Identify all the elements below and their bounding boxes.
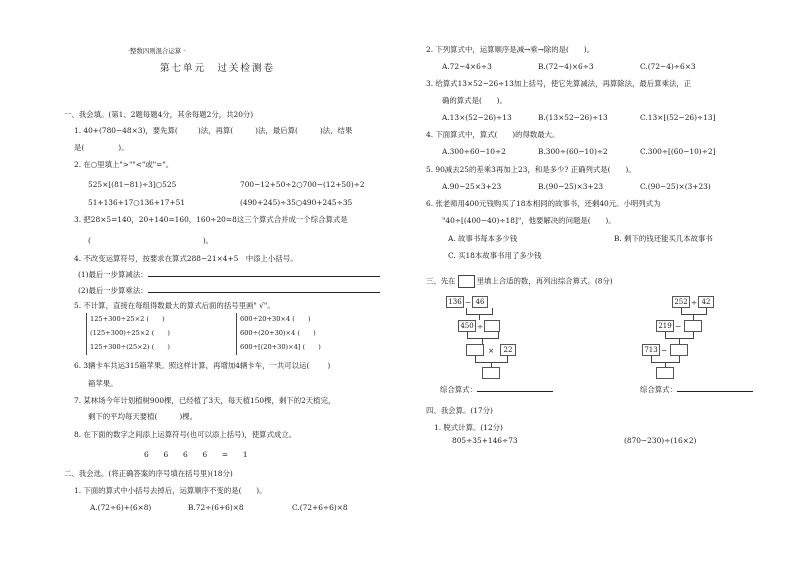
diagram2-bottom-box: 713 [642,344,660,356]
diagram1-bottom-answer-box[interactable] [466,344,484,356]
p4-q1-label: 1. 脱式计算。(12分) [434,423,503,432]
diagram2-top-left-box: 252 [672,296,690,308]
header-tag: ·整数四则混合运算 · [128,47,186,55]
answer-line[interactable] [148,292,380,293]
p1-q4-sub1: (1)最后一步算减法： [78,270,380,279]
part3-heading: 三、先在 里填上合适的数，再列出综合算式。(8分) [426,275,613,288]
page-title: 第七单元 过关检测卷 [160,63,276,74]
p2-q5-label: 5. 90减去25的差乘3再加上23，和是多少? 正确列式是( )。 [426,165,636,174]
p2-q2-a: A.72−4×6÷3 [442,62,492,71]
p2-q4-label: 4. 下面算式中，算式( )的得数最大。 [426,130,560,139]
p2-q5-a: A.90−25×3+23 [442,182,502,191]
diagram1-formula: 综合算式： [440,385,553,394]
p1-q7-line1: 7. 某林场今年计划植树900棵，已经植了3天，每天植150棵，剩下的2天植完， [74,396,336,405]
p1-q8-digits: 6 6 6 6 = 1 [144,450,248,459]
p1-q6-line2: 箱苹果。 [88,379,118,388]
p1-q7-line2: 剩下的平均每天要植( )棵。 [88,412,198,421]
p1-q5-l1: 125+300÷25×2 ( ) [90,315,165,323]
p2-q3-b: B.(13×52−26)÷13 [538,113,608,122]
p4-q1-e2: (870−230)÷(16×2) [624,436,697,445]
p1-q4-sub2: (2)最后一步算乘法： [78,286,380,295]
p2-q2-c: C.(72−4)÷6×3 [640,62,696,71]
p1-q1-line1: 1. 40+(780−48×3)，要先算( )法，再算( )法，最后算( )法，结果 [74,126,353,135]
p1-q8-label: 8. 在下面的数字之间添上运算符号(也可以添上括号)，使算式成立。 [74,430,297,439]
p2-q3-label: 3. 给算式13×52−26÷13加上括号，使它先算减法，再算除法，最后算乘法，正 [426,79,692,88]
p2-q3-a: A.13×(52−26)÷13 [442,113,512,122]
formula-answer-line[interactable] [677,391,753,392]
p2-q6-a: A. 故事书每本多少钱 [448,234,518,243]
diagram1-result-box[interactable] [482,367,500,379]
diagram1-bottom-box: 22 [500,344,516,356]
diagram2-formula: 综合算式： [640,385,753,394]
diagram2-op3: − [661,346,668,355]
p2-q6-label2: "40÷[(400−40)÷18]"，他要解决的问题是( )。 [442,216,616,225]
p2-q2-b: B.(72−4)×6÷3 [538,62,594,71]
p2-q1-label: 1. 下面的算式中小括号去掉后，运算顺序不变的是( )。 [74,486,267,495]
diagram1-mid-answer-box[interactable] [484,320,500,332]
diagram1-op3: × [488,346,495,355]
part4-heading: 四、我会算。(17分) [426,406,493,415]
diagram2-result-box[interactable] [656,367,674,379]
p2-q1-c: C.(72+6÷6)×8 [292,503,348,512]
p2-q4-c: C.300÷[(60−10)÷2] [640,147,716,156]
p2-q2-label: 2. 下列算式中，运算顺序是减→乘→除的是( )。 [426,45,594,54]
p2-q3-label2: 确的算式是( )。 [442,96,507,105]
diagram1-top-right-box: 46 [472,296,488,308]
p2-q1-a: A.(72÷6)+(6×8) [90,503,152,512]
diagram2-mid-box: 219 [656,320,674,332]
p1-q5-m2: 600÷(20+30)×4 ( ) [240,329,316,337]
formula-answer-line[interactable] [477,391,553,392]
p1-q2-label: 2. 在○里填上">""<"或"="。 [74,160,174,169]
p1-q2-r2a: 51+136+17○136+17+51 [88,198,186,207]
p1-q2-r1b: 700−12+50÷2○700−(12+50)÷2 [240,180,365,189]
p1-q5-m1: 600÷20+30×4 ( ) [240,315,311,323]
p2-q6-c: C. 买18本故事书用了多少钱 [448,251,542,260]
p1-q5-l2: (125+300)÷25×2 ( ) [90,329,170,337]
blank-box-icon [458,275,475,288]
diagram1-op2: ÷ [477,322,484,331]
p1-q1-line2: 是( )。 [74,143,129,152]
diagram2-mid-answer-box[interactable] [684,320,702,332]
p1-q5-label: 5. 不计算，直接在每组得数最大的算式后面的括号里画" √"。 [74,301,275,310]
p1-q4-label: 4. 不改变运算符号，按要求在算式288−21×4+5 中添上小括号。 [74,254,298,263]
p4-q1-e1: 805÷35+146÷73 [452,436,518,445]
p1-q3-line2: ( )。 [88,236,214,245]
p2-q4-a: A.300÷60−10÷2 [442,147,506,156]
p2-q6-label: 6. 张老师用400元钱购买了18本相同的故事书，还剩40元。小明列式为 [426,199,661,208]
bracket-right [236,313,237,355]
diagram2-op2: − [675,322,682,331]
p1-q5-l3: 125+300÷(25×2) ( ) [90,343,170,351]
diagram2-bottom-answer-box[interactable] [670,344,688,356]
diagram2-top-right-box: 42 [698,296,714,308]
bracket-left [86,313,87,355]
p1-q3-line1: 3. 把28×5=140，20+140=160，160÷20=8这三个算式合并成一个综合算式是 [74,215,348,224]
diagram1-op1: − [465,298,472,307]
part1-heading: 一、我会填。(第1、2题每题4分，其余每题2分，共20分) [64,110,254,119]
p2-q3-c: C.13×[(52−26)÷13] [640,113,716,122]
p1-q6-line1: 6. 3辆卡车共运315箱苹果。照这样计算，再增加4辆卡车，一共可以运( ) [74,361,331,370]
answer-line[interactable] [148,276,380,277]
p1-q2-r2b: (490+245)÷35○490+245÷35 [240,198,353,207]
p2-q4-b: B.300÷(60−10)÷2 [538,147,608,156]
p2-q5-b: B.(90−25)×3+23 [538,182,604,191]
p2-q6-b: B. 剩下的钱还能买几本故事书 [614,234,713,243]
p2-q1-b: B.72÷(6+6)×8 [188,503,244,512]
part2-heading: 二、我会选。(将正确答案的序号填在括号里)(18分) [64,469,233,478]
p2-q5-c: C.(90−25)×(3+23) [640,182,711,191]
p1-q5-m3: 600÷[(20+30)×4] ( ) [240,343,321,351]
p1-q2-r1a: 525×[(81−81)÷3]○525 [88,180,177,189]
diagram1-mid-box: 450 [458,320,476,332]
diagram2-op1: ÷ [691,298,698,307]
diagram1-top-left-box: 136 [446,296,464,308]
